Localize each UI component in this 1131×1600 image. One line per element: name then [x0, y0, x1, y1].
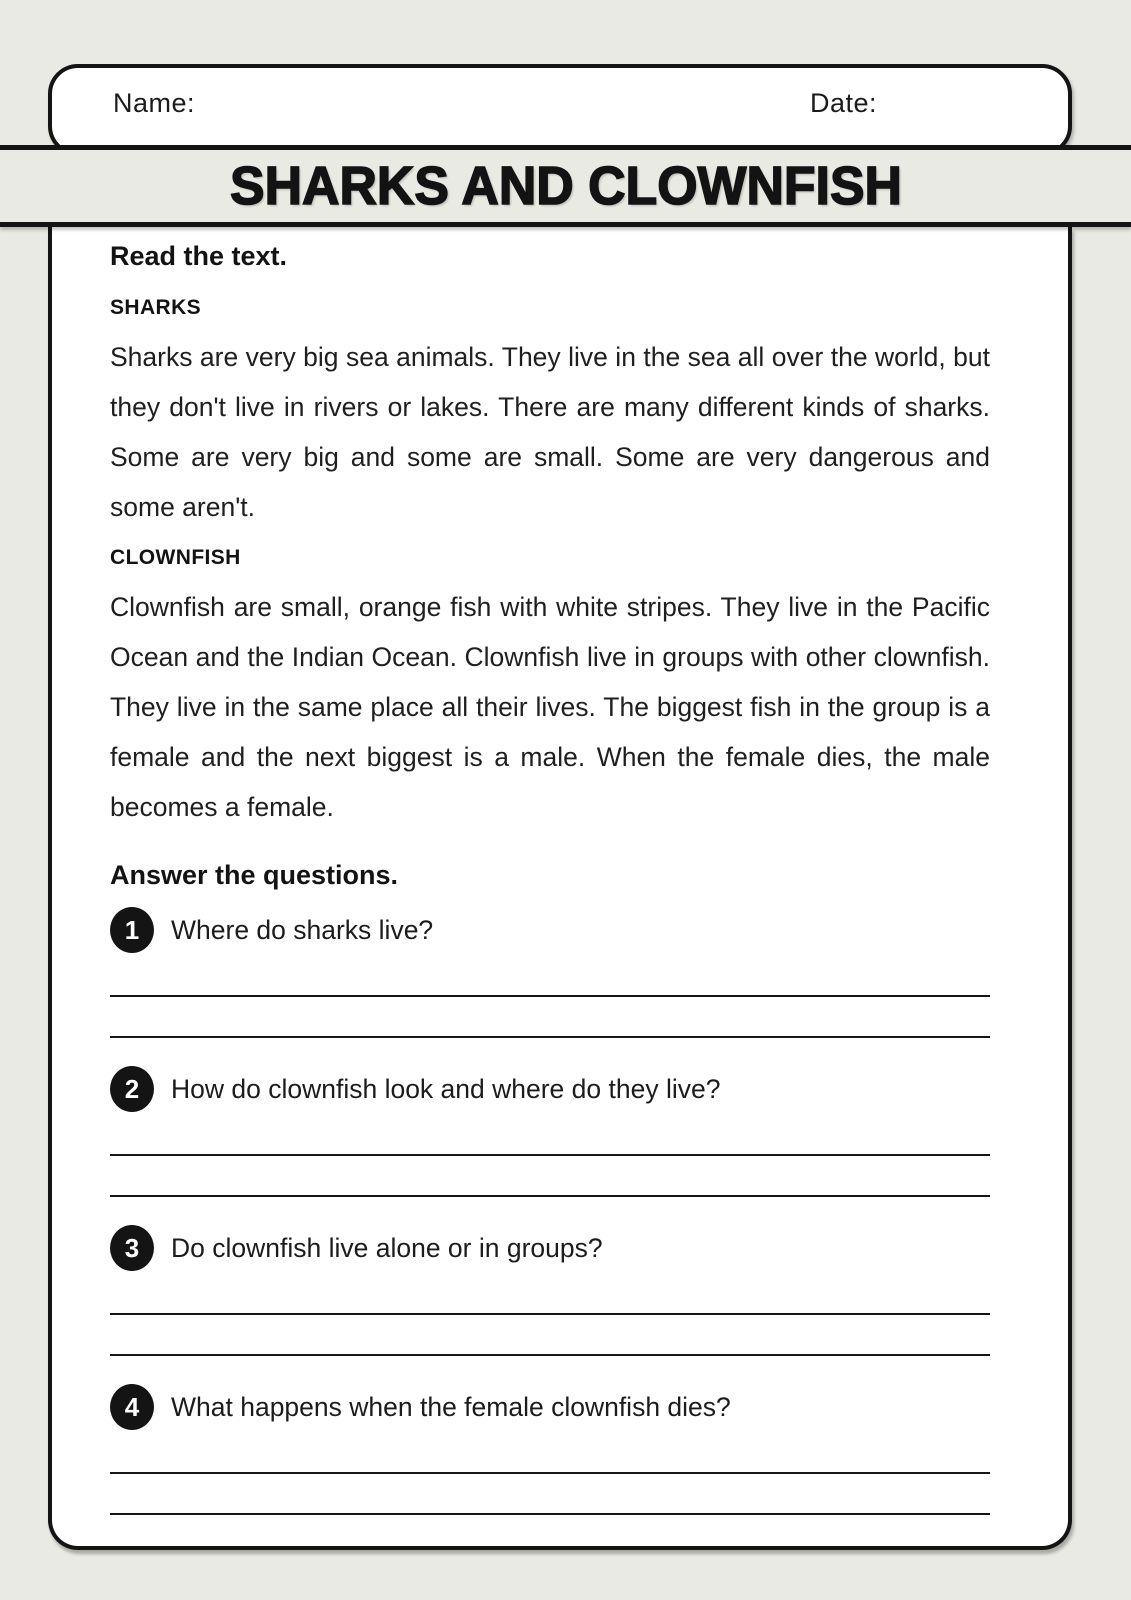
- question-3: [110, 1225, 990, 1356]
- question-2: [110, 1066, 990, 1197]
- question-text: Do clownfish live alone or in groups?: [171, 1232, 603, 1263]
- passage-clownfish: [110, 546, 990, 832]
- passage-heading-clownfish: CLOWNFISH: [110, 546, 241, 569]
- question-row: [110, 907, 990, 953]
- answer-blank-line: [110, 1315, 990, 1356]
- question-text: Where do sharks live?: [171, 914, 434, 945]
- answer-blank-line: [110, 1156, 990, 1197]
- answer-blank-line: [110, 1430, 990, 1474]
- question-row: [110, 1225, 990, 1271]
- passage-text-sharks: Sharks are very big sea animals. They live in the sea all over the world, but they don't live in rivers or lakes. There are many different kinds of sharks. Some are very big and some are small. Some are very dangerous and some aren't.: [110, 342, 990, 522]
- answer-blank-line: [110, 953, 990, 997]
- page-title: SHARKS AND CLOWNFISH: [229, 156, 902, 216]
- question-4: [110, 1384, 990, 1515]
- name-date-box: [48, 64, 1072, 156]
- question-number-badge: 2: [110, 1066, 154, 1112]
- question-row: [110, 1384, 990, 1430]
- answer-blank-line: [110, 1271, 990, 1315]
- question-1: [110, 907, 990, 1038]
- answer-instruction: Answer the questions.: [110, 860, 399, 890]
- date-field-label: Date:: [810, 88, 878, 118]
- title-band: [0, 145, 1131, 227]
- question-text: What happens when the female clownfish dies?: [171, 1391, 731, 1422]
- question-number-badge: 1: [110, 907, 154, 953]
- passage-sharks: [110, 296, 990, 532]
- answer-blank-line: [110, 1474, 990, 1515]
- answer-blank-line: [110, 997, 990, 1038]
- read-instruction: Read the text.: [110, 241, 288, 271]
- passage-heading-sharks: SHARKS: [110, 296, 202, 319]
- question-number-badge: 3: [110, 1225, 154, 1271]
- question-number-badge: 4: [110, 1384, 154, 1430]
- passage-text-clownfish: Clownfish are small, orange fish with white stripes. They live in the Pacific Ocean and the Indian Ocean. Clownfish live in groups with other clownfish. They live in the same place all their lives. The biggest fish in the group is a female and the next biggest is a male. When the female dies, the male becomes a female.: [110, 592, 990, 822]
- answer-blank-line: [110, 1112, 990, 1156]
- question-row: [110, 1066, 990, 1112]
- name-field-label: Name:: [113, 88, 196, 118]
- question-text: How do clownfish look and where do they live?: [171, 1073, 721, 1104]
- worksheet-body: [48, 227, 1072, 1550]
